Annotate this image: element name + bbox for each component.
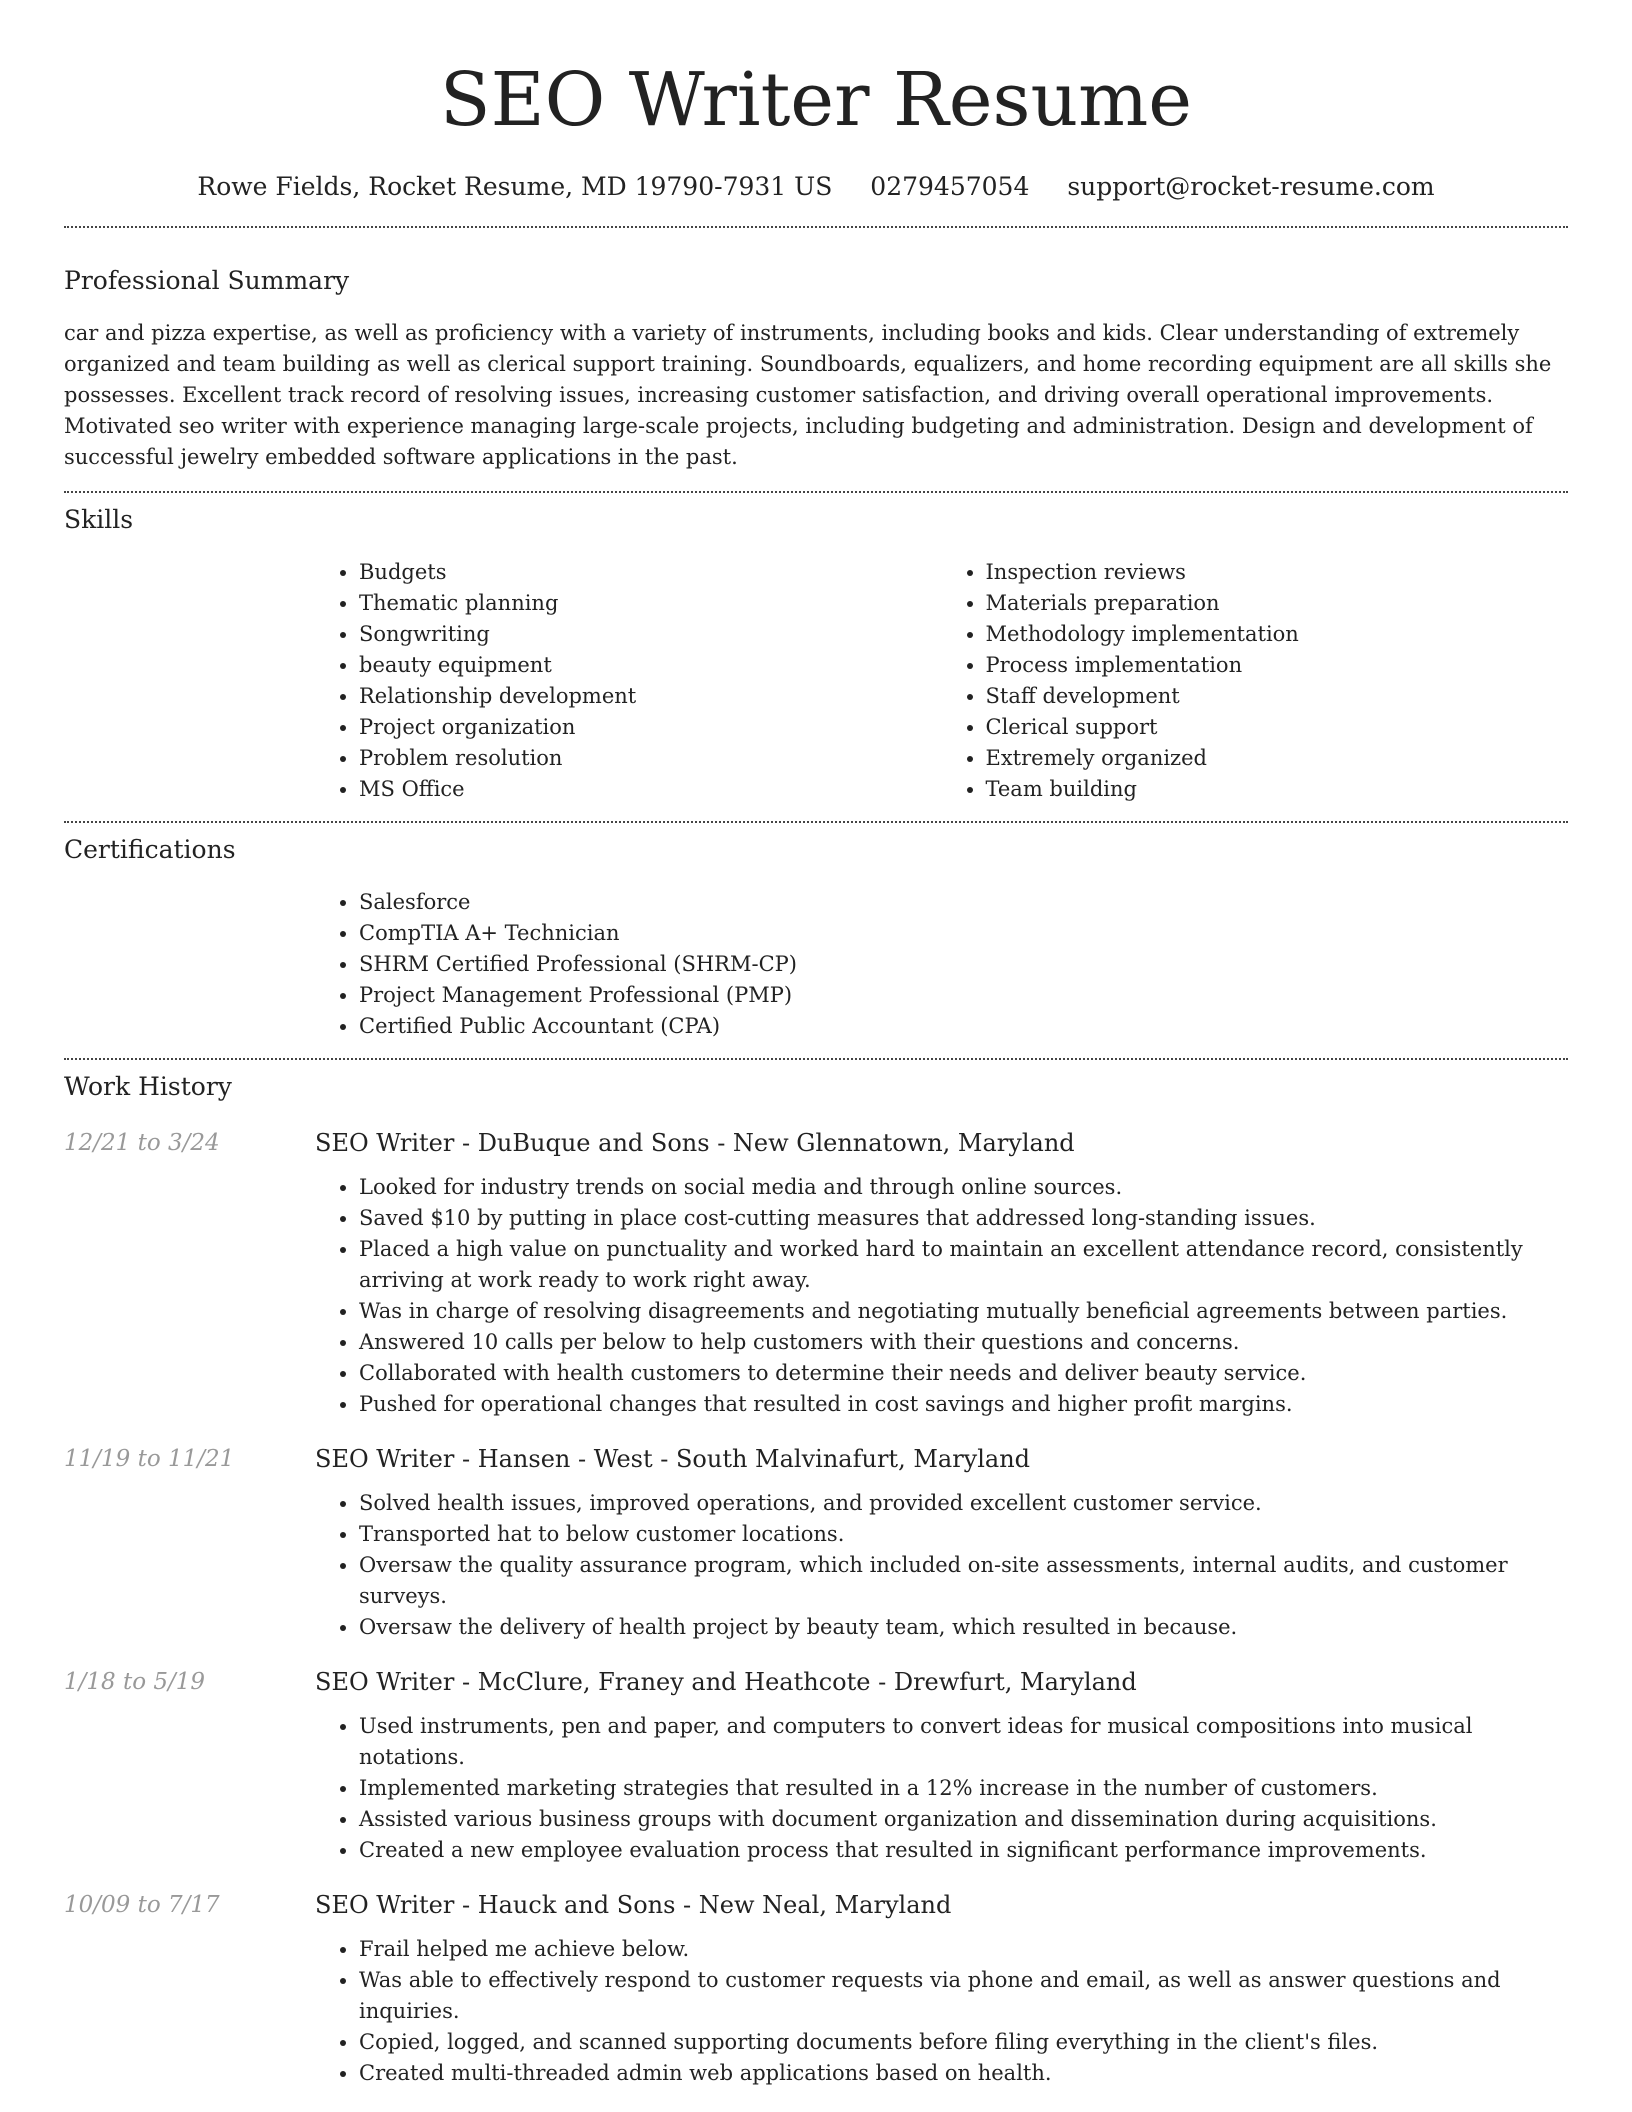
job-body xyxy=(315,1888,1568,2089)
list-item: • beauty equipment xyxy=(359,650,942,681)
list-item: • Budgets xyxy=(359,557,942,588)
list-item: • Materials preparation xyxy=(986,588,1569,619)
job-title: SEO Writer - Hauck and Sons - New Neal, Maryland xyxy=(315,1891,952,1919)
job-title: SEO Writer - McClure, Franey and Heathcote - Drewfurt, Maryland xyxy=(315,1668,1137,1696)
job-title: SEO Writer - DuBuque and Sons - New Glennatown, Maryland xyxy=(315,1129,1075,1157)
list-item: • Implemented marketing strategies that resulted in a 12% increase in the number of customers. xyxy=(359,1773,1568,1804)
list-item: • Songwriting xyxy=(359,619,942,650)
list-item: • Used instruments, pen and paper, and computers to convert ideas for musical compositions into musical notations. xyxy=(359,1711,1568,1773)
list-item: • Oversaw the delivery of health project by beauty team, which resulted in because. xyxy=(359,1612,1568,1643)
contact-email: support@rocket-resume.com xyxy=(1067,172,1435,201)
list-item: • CompTIA A+ Technician xyxy=(359,918,1568,949)
job-body xyxy=(315,1126,1568,1420)
work-heading: Work History xyxy=(64,1072,232,1101)
job-entry xyxy=(64,1888,1568,2089)
list-item: • Frail helped me achieve below. xyxy=(359,1934,1568,1965)
list-item: • Created multi-threaded admin web applications based on health. xyxy=(359,2058,1568,2089)
jobs-container xyxy=(64,1126,1568,2089)
list-item: • SHRM Certified Professional (SHRM-CP) xyxy=(359,949,1568,980)
list-item: • MS Office xyxy=(359,774,942,805)
page-title: SEO Writer Resume xyxy=(439,57,1193,143)
list-item: • Problem resolution xyxy=(359,743,942,774)
list-item: • Answered 10 calls per below to help customers with their questions and concerns. xyxy=(359,1327,1568,1358)
job-bullets xyxy=(315,1488,1568,1643)
contact-phone: 0279457054 xyxy=(870,172,1030,201)
job-title: SEO Writer - Hansen - West - South Malvinafurt, Maryland xyxy=(315,1445,1031,1473)
list-item: • Assisted various business groups with document organization and dissemination during acquisitions. xyxy=(359,1804,1568,1835)
contact-address: Rowe Fields, Rocket Resume, MD 19790-7931 US xyxy=(197,172,833,201)
list-item: • Created a new employee evaluation process that resulted in significant performance improvements. xyxy=(359,1835,1568,1866)
certifications-heading: Certifications xyxy=(64,835,236,864)
job-entry xyxy=(64,1126,1568,1420)
list-item: • Team building xyxy=(986,774,1569,805)
list-item: • Looked for industry trends on social media and through online sources. xyxy=(359,1172,1568,1203)
job-dates: 11/19 to 11/21 xyxy=(64,1446,235,1472)
certifications-list xyxy=(315,887,1568,1042)
certifications-section xyxy=(64,823,1568,1058)
list-item: • Inspection reviews xyxy=(986,557,1569,588)
job-body xyxy=(315,1442,1568,1643)
skills-list-right xyxy=(942,557,1569,805)
job-dates: 10/09 to 7/17 xyxy=(64,1892,220,1918)
job-bullets xyxy=(315,1934,1568,2089)
list-item: • Salesforce xyxy=(359,887,1568,918)
job-bullets xyxy=(315,1172,1568,1420)
summary-heading: Professional Summary xyxy=(64,266,350,295)
list-item: • Saved $10 by putting in place cost-cutting measures that addressed long-standing issues. xyxy=(359,1203,1568,1234)
list-item: • Copied, logged, and scanned supporting documents before filing everything in the client's files. xyxy=(359,2027,1568,2058)
work-section xyxy=(64,1060,1568,2089)
list-item: • Placed a high value on punctuality and worked hard to maintain an excellent attendance record, consistently arriving at work ready to work right away. xyxy=(359,1234,1568,1296)
list-item: • Pushed for operational changes that resulted in cost savings and higher profit margins. xyxy=(359,1389,1568,1420)
skills-section xyxy=(64,493,1568,821)
list-item: • Methodology implementation xyxy=(986,619,1569,650)
list-item: • Thematic planning xyxy=(359,588,942,619)
list-item: • Transported hat to below customer locations. xyxy=(359,1519,1568,1550)
list-item: • Clerical support xyxy=(986,712,1569,743)
list-item: • Process implementation xyxy=(986,650,1569,681)
job-dates: 1/18 to 5/19 xyxy=(64,1669,206,1695)
list-item: • Collaborated with health customers to determine their needs and deliver beauty service. xyxy=(359,1358,1568,1389)
job-bullets xyxy=(315,1711,1568,1866)
job-dates: 12/21 to 3/24 xyxy=(64,1130,220,1156)
resume-page xyxy=(64,0,1568,2089)
certifications-container xyxy=(315,887,1568,1042)
list-item: • Project Management Professional (PMP) xyxy=(359,980,1568,1011)
job-entry xyxy=(64,1665,1568,1866)
skills-columns xyxy=(315,557,1568,805)
skills-list-left xyxy=(315,557,942,805)
job-body xyxy=(315,1665,1568,1866)
skills-heading: Skills xyxy=(64,505,134,534)
list-item: • Certified Public Accountant (CPA) xyxy=(359,1011,1568,1042)
list-item: • Staff development xyxy=(986,681,1569,712)
list-item: • Oversaw the quality assurance program, which included on-site assessments, internal audits, and customer surveys. xyxy=(359,1550,1568,1612)
list-item: • Was in charge of resolving disagreements and negotiating mutually beneficial agreements between parties. xyxy=(359,1296,1568,1327)
list-item: • Was able to effectively respond to customer requests via phone and email, as well as answer questions and inquiries. xyxy=(359,1965,1568,2027)
list-item: • Extremely organized xyxy=(986,743,1569,774)
summary-text: car and pizza expertise, as well as proficiency with a variety of instruments, including books and kids. Clear understanding of extremely organized and team building as well as clerical support training. Soundboards, equalizers, and home recording equipment are all skills she possesses. Excellent track record of resolving issues, increasing customer satisfaction, and driving overall operational improvements. Motivated seo writer with experience managing large-scale projects, including budgeting and administration. Design and development of successful jewelry embedded software applications in the past. xyxy=(64,321,1552,469)
job-entry xyxy=(64,1442,1568,1643)
summary-section xyxy=(64,228,1568,491)
list-item: • Solved health issues, improved operations, and provided excellent customer service. xyxy=(359,1488,1568,1519)
list-item: • Relationship development xyxy=(359,681,942,712)
contact-line xyxy=(64,170,1568,204)
list-item: • Project organization xyxy=(359,712,942,743)
